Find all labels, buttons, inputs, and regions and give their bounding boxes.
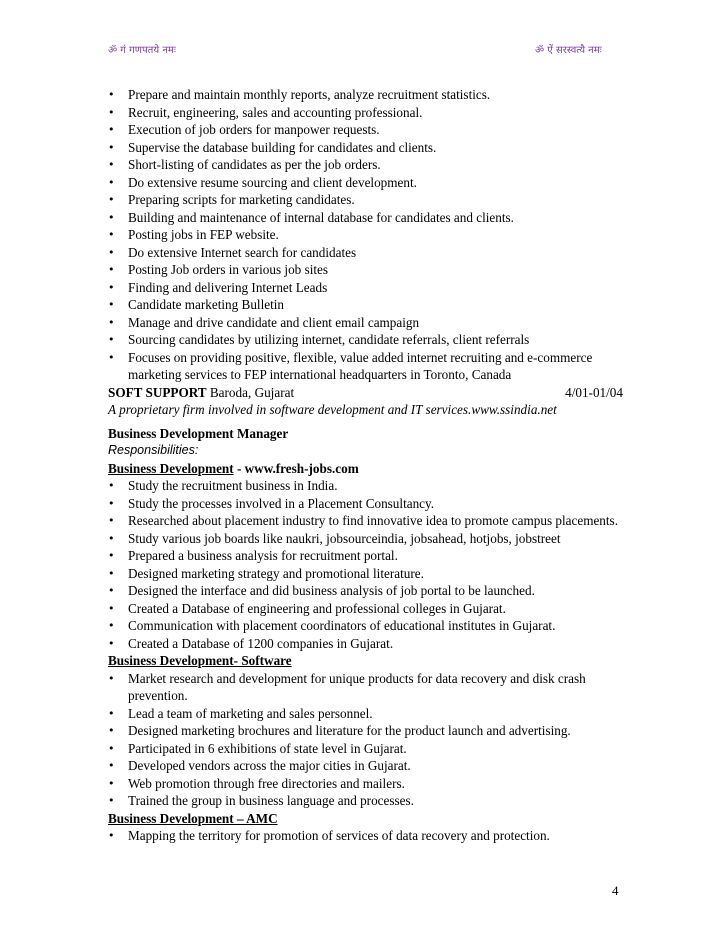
list-item: • Communication with placement coordinators of educational institutes in Gujarat.: [108, 617, 623, 635]
list-item: • Prepare and maintain monthly reports, analyze recruitment statistics.: [108, 86, 623, 104]
section-heading-underlined: Business Development- Software: [108, 653, 292, 668]
list-item: • Study the processes involved in a Placement Consultancy.: [108, 495, 623, 513]
resume-content: [108, 86, 623, 845]
company-description: A proprietary firm involved in software development and IT services.www.ssindia.net: [108, 402, 557, 417]
list-item: • Manage and drive candidate and client email campaign: [108, 314, 623, 332]
list-item: • Created a Database of 1200 companies in Gujarat.: [108, 635, 623, 653]
list-item: • Do extensive Internet search for candidates: [108, 244, 623, 262]
list-item: • Designed marketing brochures and literature for the product launch and advertising.: [108, 722, 623, 740]
section-heading-underlined: Business Development: [108, 460, 234, 476]
section-heading-amc: [108, 810, 623, 828]
amc-bullet-list: [108, 827, 623, 845]
list-item: • Execution of job orders for manpower requests.: [108, 121, 623, 139]
list-item: • Candidate marketing Bulletin: [108, 296, 623, 314]
top-bullet-list: [108, 86, 623, 384]
list-item: • Designed the interface and did business analysis of job portal to be launched.: [108, 582, 623, 600]
fresh-jobs-bullet-list: [108, 477, 623, 652]
list-item: • Researched about placement industry to find innovative idea to promote campus placements.: [108, 512, 623, 530]
list-item: • Recruit, engineering, sales and accounting professional.: [108, 104, 623, 122]
list-item: • Posting Job orders in various job sites: [108, 261, 623, 279]
section-heading-underlined: Business Development – AMC: [108, 810, 278, 826]
list-item: • Supervise the database building for candidates and clients.: [108, 139, 623, 157]
list-item: • Preparing scripts for marketing candidates.: [108, 191, 623, 209]
company-name: SOFT SUPPORT: [108, 384, 207, 400]
section-heading-fresh-jobs: [108, 460, 623, 478]
section-heading-rest: - www.fresh-jobs.com: [233, 460, 359, 476]
list-item: • Sourcing candidates by utilizing internet, candidate referrals, client referrals: [108, 331, 623, 349]
header-left-invocation: ॐ गं गणपतये नमः: [108, 45, 176, 56]
page-number: 4: [612, 883, 619, 898]
list-item: • Focuses on providing positive, flexible, value added internet recruiting and e-commerce marketing services to FEP international headquarters in Toronto, Canada: [108, 349, 623, 384]
employment-dates: 4/01-01/04: [565, 384, 623, 400]
list-item: • Study various job boards like naukri, jobsourceindia, jobsahead, hotjobs, jobstreet: [108, 530, 623, 548]
list-item: • Study the recruitment business in India.: [108, 477, 623, 495]
list-item: • Web promotion through free directories and mailers.: [108, 775, 623, 793]
list-item: • Posting jobs in FEP website.: [108, 226, 623, 244]
list-item: • Prepared a business analysis for recruitment portal.: [108, 547, 623, 565]
list-item: • Trained the group in business language and processes.: [108, 792, 623, 810]
section-heading-software: [108, 652, 623, 670]
company-line: [108, 384, 623, 402]
job-title: Business Development Manager: [108, 425, 289, 441]
list-item: • Designed marketing strategy and promotional literature.: [108, 565, 623, 583]
company-info: [108, 384, 294, 402]
company-location: Baroda, Gujarat: [206, 384, 295, 400]
list-item: • Do extensive resume sourcing and client development.: [108, 174, 623, 192]
list-item: • Finding and delivering Internet Leads: [108, 279, 623, 297]
list-item: • Market research and development for unique products for data recovery and disk crash prevention.: [108, 670, 623, 705]
list-item: • Building and maintenance of internal database for candidates and clients.: [108, 209, 623, 227]
list-item: • Short-listing of candidates as per the job orders.: [108, 156, 623, 174]
list-item: • Created a Database of engineering and professional colleges in Gujarat.: [108, 600, 623, 618]
responsibilities-label: Responsibilities:: [108, 443, 199, 457]
software-bullet-list: [108, 670, 623, 810]
list-item: • Developed vendors across the major cities in Gujarat.: [108, 757, 623, 775]
list-item: • Lead a team of marketing and sales personnel.: [108, 705, 623, 723]
header-right-invocation: ॐ ऐं सरस्वत्यै नमः: [535, 45, 602, 56]
list-item: • Mapping the territory for promotion of services of data recovery and protection.: [108, 827, 623, 845]
list-item: • Participated in 6 exhibitions of state level in Gujarat.: [108, 740, 623, 758]
